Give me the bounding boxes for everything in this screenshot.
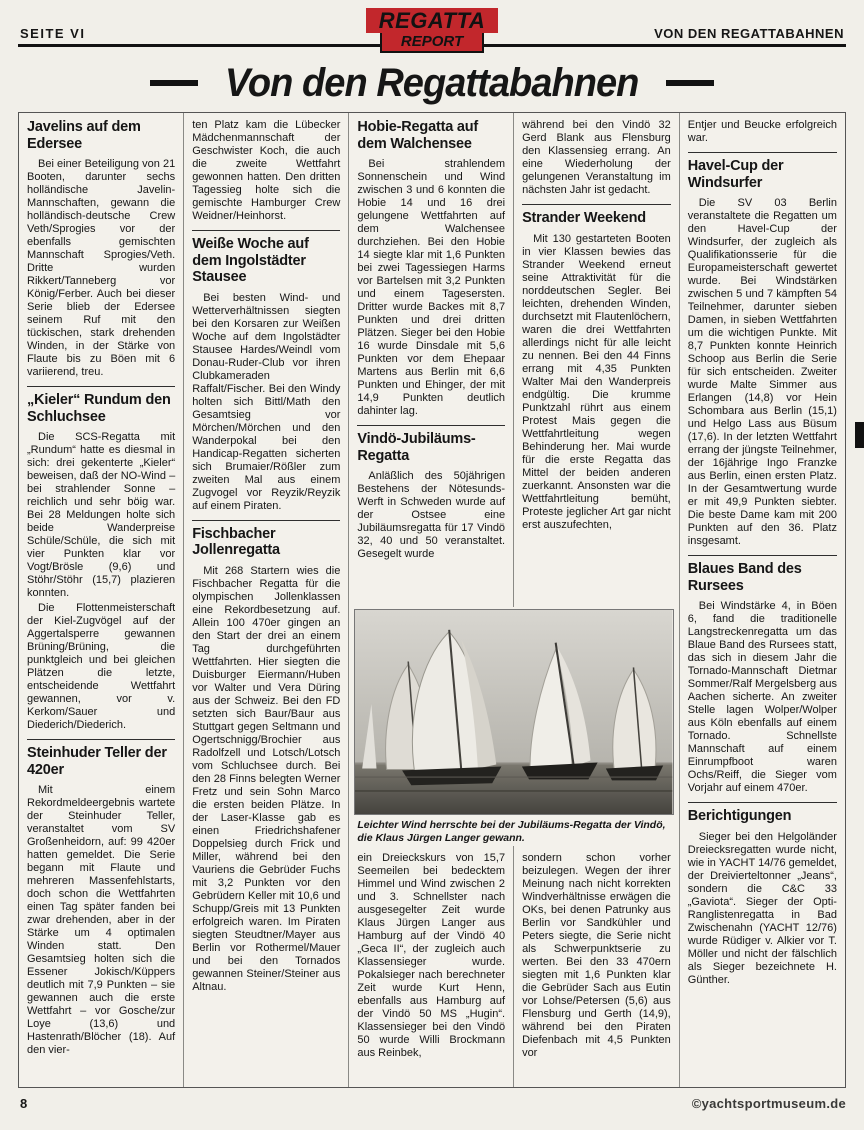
print-registration-mark	[855, 422, 864, 448]
article-berichtigungen	[688, 802, 837, 987]
article-steinhuder-teller	[27, 739, 175, 1057]
continuation-paragraph: während bei den Vindö 32 Gerd Blank aus Flensburg den Klassensieg errang. An eine Wiederholung der gelungenen Veranstaltung im nächsten Jahr ist gedacht.	[522, 119, 671, 196]
article-paragraph: Die SCS-Regatta mit „Rundum“ hatte es diesmal in sich: drei gekenterte „Kieler“ beweisen, daß der NO-Wind – bei strahlender Sonne – reichlich und sehr böig war. Bei 28 Meldungen holte sich beide Wanderpreise Schüle/Schüle, die sich mit vier Punkten klar vor Vogt/Brösle (9,6) und Stöhr/Stöhr (15,7) plazieren konnten.	[27, 431, 176, 599]
continuation-paragraph: ein Dreieckskurs von 15,7 Seemeilen bei bedecktem Himmel und Wind zwischen 2 und 3. Schnellster nach ausgesegelter Zeit wurde Klaus Jürgen Langer aus Hamburg auf der Vindö 40 „Geca II“, der zugleich auch Klassensieger wurde. Pokalsieger nach berechneter Zeit wurde Kurt Henn, ebenfalls aus Hamburg auf der Vindö 50 MS „Hugin“. Klassensieger bei den Vindö 50 wurde Willi Brockmann aus Reinbek,	[357, 852, 506, 1059]
columns-3-4	[349, 113, 679, 1087]
page-header	[18, 8, 846, 54]
article-vindoe-jubilaeum	[357, 425, 505, 561]
article-paragraph: Bei einer Beteiligung von 21 Booten, darunter sechs holländische Javelin-Mannschaften, gewann die holländisch-deutsche Crew Veth/Sprogies vor der ebenfalls gemischten Mannschaft Sprogies/Veth. Dritte wurden Rikkert/Tanneberg vor König/Ferber. Auch bei dieser Serie blieb der Edersee seinem Ruf mit den tückischen, stark drehenden Winden, in der Stärke von Flaute bis zu Böen mit 6 variierend, treu.	[27, 158, 176, 378]
article-strander-weekend	[522, 204, 671, 532]
headline-dash-left	[150, 80, 198, 86]
column-4-bottom	[514, 846, 679, 1087]
headline-dash-right	[666, 80, 714, 86]
article-paragraph: Mit einem Rekordmeldeergebnis wartete der Steinhuder Teller, veranstaltet vom SV Großenheidorn, auf: 99 420er hatten gemeldet. Die Serie begann mit Flaute und mehreren Massenfehlstarts, doch schon die Wettfahrten einen Tag später fanden bei zwar drehenden, aber in der Stärke um 4 optimalen Winden statt. Den Gesamtsieg holten sich die Essener Jokisch/Küppers deutlich mit 7,9 Punkten – sie gewannen auch die erste Wettfahrt – vor Gosche/zur Loye (13,6) und Hastenrath/Blöcher (18). Auf den vier-	[27, 784, 176, 1056]
column-2	[184, 113, 349, 1087]
continuation-paragraph: Entjer und Beucke erfolgreich war.	[687, 119, 837, 144]
magazine-logo	[366, 8, 498, 53]
logo-regatta-text: REGATTA	[366, 8, 498, 33]
article-heading: Strander Weekend	[522, 210, 646, 226]
watermark-credit: ©yachtsportmuseum.de	[691, 1095, 846, 1111]
column-3-bottom	[349, 846, 514, 1087]
columns-3-4-bottom	[349, 846, 678, 1087]
article-weisse-woche	[192, 230, 340, 513]
article-heading: Vindö-Jubiläums-Regatta	[357, 431, 476, 464]
column-5	[680, 113, 845, 1087]
page-footer	[18, 1090, 846, 1116]
article-blaues-band	[688, 555, 837, 795]
main-headline-row	[18, 54, 846, 112]
continuation-paragraph: ten Platz kam die Lübecker Mädchenmannschaft der Geschwister Koch, die auch die zweite Wettfahrt gewonnen hatten. Den dritten Tagessieg holte sich die gemischte Hamburger Crew Weidner/Heinhorst.	[192, 119, 341, 222]
page-number: 8	[20, 1095, 28, 1111]
article-fischbacher-jollenregatta	[192, 520, 340, 994]
sailboats-photo-illustration	[354, 609, 673, 815]
article-paragraph: Bei Windstärke 4, in Böen 6, fand die traditionelle Langstreckenregatta um das Blaue Band des Rursees statt, das sich in diesem Jahr die Tornado-Mannschaft Dietmar Sommer/Ralf Mergelsberg aus Aachen sicherte. An zweiter Stelle lagen Wolper/Wolper aus Köln ebenfalls auf einem Tornado. Schnellste Mannschaft auf einem Einrumpfboot waren Ochs/Reiff, die Sieger vom Vorjahr auf einem 470er.	[687, 600, 837, 794]
article-heading: Weiße Woche auf dem Ingolstädter Stausee	[192, 236, 309, 285]
article-paragraph: Bei strahlendem Sonnenschein und Wind zwischen 3 und 6 konnten die Hobie 14 und 16 drei gelungene Wettfahrten auf dem Walchensee durchziehen. Bei den Hobie 14 siegte klar mit 1,6 Punkten bei zwei Tagessiegen Harms vor Bartelsen mit 3,2 Punkten und einem Tagesersten. Dritter wurde Backes mit 8,7 Punkten und drei dritten Plätzen. Sieger bei den Hobie 16 wurde Dinsdale mit 5,6 Punkten vor dem Ehepaar Martens aus Berlin mit 6,6 Punkten und Ehinger, der mit 14,9 Punkten deutlich dahinter lag.	[357, 158, 506, 417]
column-1	[19, 113, 184, 1087]
article-heading: „Kieler“ Rundum den Schluchsee	[27, 392, 171, 425]
section-label: VON DEN REGATTABAHNEN	[654, 26, 844, 41]
article-paragraph: Mit 130 gestarteten Booten in vier Klassen bewies das Strander Weekend erneut seine Attraktivität für die norddeutschen Segler. Bei leichten, drehenden Winden, durchsetzt mit Flautenlöchern, waren die drei Wettfahrten allerdings nicht für alle leicht zu nennen. Bei den 44 Finns errang mit 4,35 Punkten Walter Mai den Wanderpreis endgültig. Die krumme Punktzahl rührt aus einem Protest Mais gegen die Wettfahrtleitung wegen Behinderung her. Mai wurde für die erste Regatta das Mittel der beiden anderen zuerkannt. Ansonsten war die Wettfahrtleitung bemüht, Proteste jeglicher Art gar nicht erst auszufechten,	[522, 232, 671, 531]
continuation-paragraph: sondern schon vorher beizulegen. Wegen der ihrer Meinung nach nicht korrekten Windverhältnisse erwägen die OKs, bei denen Patrunky aus Berlin vor Sandkühler und Peters siegte, die Serie nicht als Schwerpunktserie zu werten. Bei den 33 470ern siegten mit 1,6 Punkten klar die Gebrüder Sach aus Eutin vor Lohse/Petersen (5,6) aus Flensburg und Gerth (14,9), während bei den Piraten Diefenbach mit 4,5 Punkten vor	[522, 852, 671, 1059]
column-4-top	[514, 113, 679, 607]
content-columns	[18, 112, 846, 1088]
article-paragraph: Die Flottenmeisterschaft der Kiel-Zugvögel auf der Aggertalsperre gewannen Brüning/Brüning, die punktgleich und bei gleichen Plätzen die letzte, entscheidende Wettfahrt gewannen, vor v. Kerkom/Sauer und Diederich/Diederich.	[27, 602, 176, 731]
article-heading: Steinhuder Teller der 420er	[27, 745, 167, 778]
logo-report-text: REPORT	[380, 33, 484, 53]
regatta-photo	[349, 607, 678, 815]
main-headline: Von den Regattabahnen	[225, 60, 639, 105]
article-havel-cup	[688, 152, 837, 548]
columns-3-4-top	[349, 113, 678, 607]
article-heading: Blaues Band des Rursees	[687, 561, 802, 594]
article-paragraph: Bei besten Wind- und Wetterverhältnissen siegten bei den Korsaren zur Weißen Woche auf dem Ingolstädter Stausee Hardes/Weindl vom Donau-Ruder-Club vor ihren Clubkameraden Raffalt/Fischer. Bei den Windy holten sich Bittl/Math den Gesamtsieg vor Mörchen/Mörchen und den Wanderpokal bei den Handicap-Regatten sicherten sich Brumaier/Rößler zum zweiten Mal aus einem Zugvogel vor Reyzik/Reyzik auf einem Piraten.	[192, 291, 341, 512]
article-kieler-schluchsee	[27, 386, 175, 732]
article-heading: Berichtigungen	[687, 808, 792, 824]
article-heading: Javelins auf dem Edersee	[27, 119, 141, 152]
photo-caption: Leichter Wind herrschte bei der Jubiläums-Regatta der Vindö, die Klaus Jürgen Langer gewann.	[357, 819, 666, 844]
article-javelins-edersee	[27, 119, 175, 379]
article-paragraph: Sieger bei den Helgoländer Dreiecksregatten wurde nicht, wie in YACHT 14/76 gemeldet, der Dreivierteltonner „Jeans“, sondern die C&C 33 „Gaviota“. Sieger der Opti-Ranglistenregatta in Bad Zwischenahn (YACHT 12/76) wurde Rüdiger v. Alkier vor T. Möller und nicht der fälschlich als Sieger bezeichnete H. Günther.	[687, 830, 837, 986]
article-paragraph: Mit 268 Startern wies die Fischbacher Regatta für die olympischen Jollenklassen eine Rekordbesetzung auf. Allein 100 470er gingen an den Start der drei an einem Tag durchgeführten Wettfahrten. Hier siegten die Duisburger Eiermann/Huben vor Walter und Vera Düring aus der Schweiz. Bei den FD setzten sich Baur/Baur aus Stuttgart gegen Seltmann und Ogertschnigg/Brochier aus Radolfzell und Lotsch/Lotsch vom Schluchsee durch. Bei den 28 Finns belegten Werner Fretz und sein Sohn Marco die ersten beiden Plätze. In der Laser-Klasse gab es einen Friedrichshafener Doppelsieg durch Frick und Miller, während bei den Vauriens die Gebrüder Fuchs mit 3,2 Punkten vor den Gebrüdern Keller mit 10,6 und Schupp/Greis mit 13 Punkten erfolgreich waren. Im Piraten siegten Steudtner/Mayer aus Berlin vor Rothermel/Mauer und bei den Tornados gewannen Steiner/Steiner aus Altnau.	[192, 564, 341, 993]
article-heading: Fischbacher Jollenregatta	[192, 525, 280, 558]
column-3-top	[349, 113, 514, 607]
article-heading: Hobie-Regatta auf dem Walchensee	[357, 119, 479, 152]
article-paragraph: Anläßlich des 50jährigen Bestehens der Nötesunds-Werft in Schweden wurde auf der Ostsee eine Jubiläumsregatta für 17 Vindö 32, 40 und 50 veranstaltet. Gesegelt wurde	[357, 470, 506, 560]
article-hobie-walchensee	[357, 119, 505, 418]
article-heading: Havel-Cup der Windsurfer	[687, 158, 784, 191]
page-label: SEITE VI	[20, 26, 86, 41]
article-paragraph: Die SV 03 Berlin veranstaltete die Regatten um den Havel-Cup der Windsurfer, der zugleich als Qualifikationsserie für die Europameisterschaft gewertet wurde. Bei Windstärken zwischen 5 und 7 kämpften 54 Teilnehmer, darunter sieben Damen, in sieben Wettfahrten um die wichtigen Punkte. Mit 8,7 Punkten konnte Heinrich Schoop aus Berlin die Serie für sich entscheiden. Zweiter wurde Malte Simmer aus Erlangen (14,8) vor Hein Schombara aus Berlin (15,1) und Helgo Lass aus Büsum (17,6). In der letzten Wettfahrt errang der jüngste Teilnehmer, der 16jährige Ingo Franzke aus Berlin, einen ersten Platz. In der Gesamtwertung wurde er mit 49,9 Punkten siebter. Die beste Dame kam mit 200 Punkten auf den 36. Platz insgesamt.	[687, 197, 837, 547]
